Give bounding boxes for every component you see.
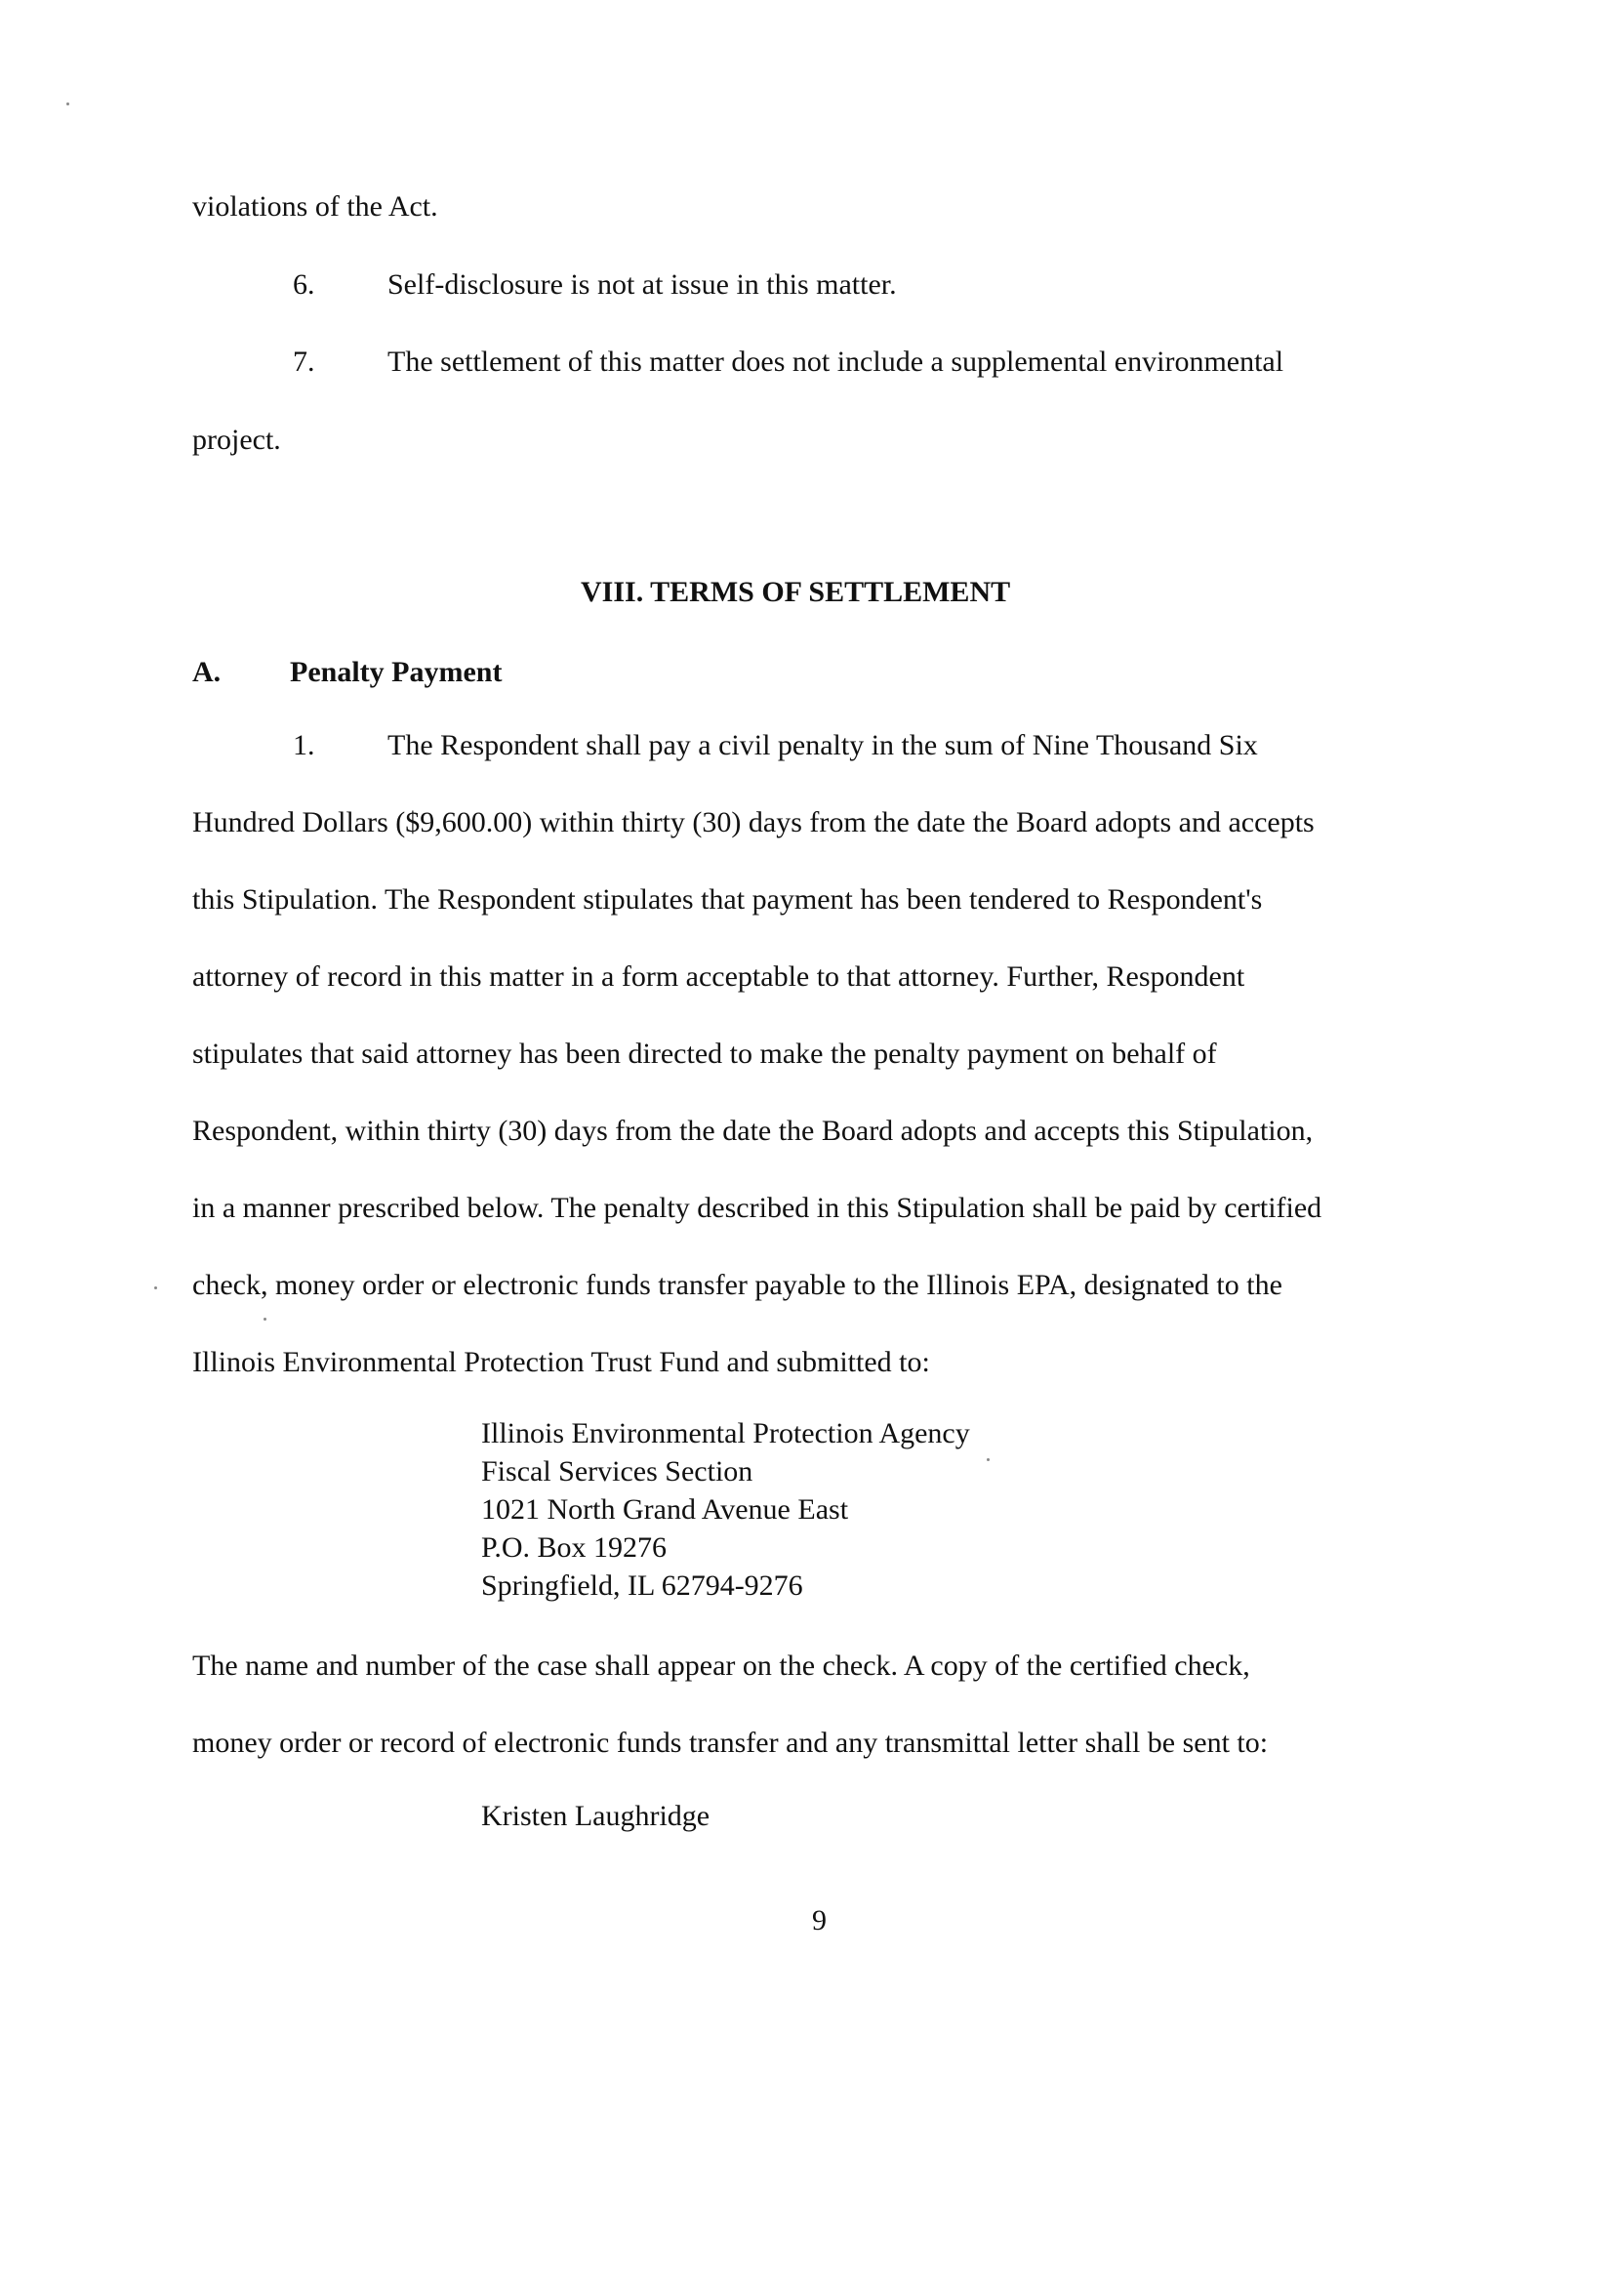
address-line: Springfield, IL 62794-9276 — [481, 1569, 803, 1602]
recipient-name: Kristen Laughridge — [481, 1800, 710, 1832]
address-line: Fiscal Services Section — [481, 1455, 753, 1487]
section-heading: VIII. TERMS OF SETTLEMENT — [581, 576, 1011, 608]
scan-speck — [987, 1458, 990, 1461]
paragraph-line: The Respondent shall pay a civil penalty in the sum of Nine Thousand Six — [387, 729, 1258, 761]
paragraph-line: this Stipulation. The Respondent stipulates that payment has been tendered to Respondent's — [192, 883, 1263, 916]
item-number: 6. — [293, 268, 315, 301]
scan-speck — [66, 102, 69, 105]
paragraph-line: Illinois Environmental Protection Trust Fund and submitted to: — [192, 1346, 930, 1378]
paragraph-line: Hundred Dollars ($9,600.00) within thirty (30) days from the date the Board adopts and accepts — [192, 806, 1315, 838]
paragraph-line: check, money order or electronic funds transfer payable to the Illinois EPA, designated to the — [192, 1269, 1282, 1301]
paragraph-line: money order or record of electronic funds transfer and any transmittal letter shall be sent to: — [192, 1727, 1269, 1759]
page-number: 9 — [812, 1904, 827, 1936]
scan-speck — [264, 1318, 266, 1321]
body-line: violations of the Act. — [192, 190, 438, 223]
address-line: P.O. Box 19276 — [481, 1531, 668, 1564]
scan-speck — [154, 1286, 157, 1289]
paragraph-line: in a manner prescribed below. The penalty described in this Stipulation shall be paid by certified — [192, 1192, 1322, 1224]
subsection-title: Penalty Payment — [290, 656, 503, 688]
paragraph-line: attorney of record in this matter in a form acceptable to that attorney. Further, Respondent — [192, 960, 1245, 993]
body-line: project. — [192, 424, 281, 456]
item-number: 7. — [293, 346, 315, 378]
subsection-letter: A. — [192, 656, 222, 688]
paragraph-line: stipulates that said attorney has been directed to make the penalty payment on behalf of — [192, 1038, 1217, 1070]
item-number: 1. — [293, 729, 315, 761]
paragraph-line: Respondent, within thirty (30) days from the date the Board adopts and accepts this Stipulation, — [192, 1115, 1314, 1147]
item-text: The settlement of this matter does not include a supplemental environmental — [387, 346, 1284, 378]
paragraph-line: The name and number of the case shall appear on the check. A copy of the certified check, — [192, 1650, 1250, 1682]
address-line: 1021 North Grand Avenue East — [481, 1493, 849, 1526]
address-line: Illinois Environmental Protection Agency — [481, 1417, 970, 1449]
item-text: Self-disclosure is not at issue in this matter. — [387, 268, 897, 301]
